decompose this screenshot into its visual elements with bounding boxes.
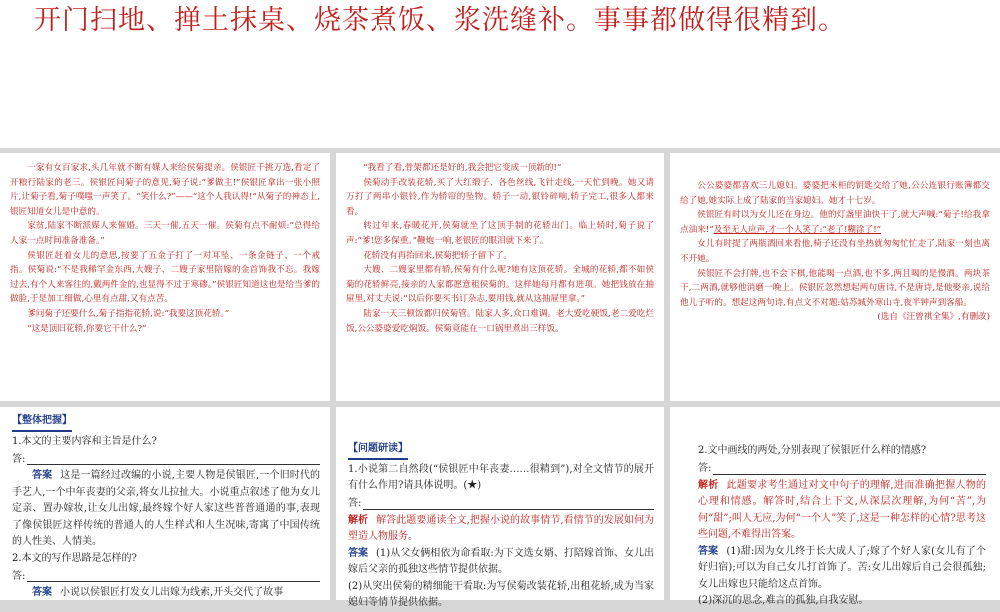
story-paragraph: 转过年来,春暖花开,侯菊就坐了这顶手制的花轿出门。临上轿时,菊子说了声:“爹!您多保重。”鞭炮一响,老银匠的眼泪就下来了。 [346,221,654,246]
answer-prompt: 答: [12,453,26,465]
answer-label: 答案 [348,547,369,559]
underlined-sentence: 及至无人应声,才一个人笑了:“老了!糊涂了!” [713,224,882,235]
answer-body: 小说以侯银匠打发女儿出嫁为线索,开头交代了故事 [60,587,284,598]
question-text: 2.本文的写作思路是怎样的? [12,552,137,564]
qa-panel-3 [670,407,1000,606]
answer-text: (2)从突出侯菊的精细能干看取:为写侯菊改装花轿,出租花轿,成为当家媳妇等情节提供依据。 [348,580,654,608]
story-text-1 [0,153,330,336]
story-panel-2 [336,153,664,401]
answer-label: 答案 [698,545,719,557]
answer-text [12,585,320,602]
story-paragraph: “我看了看,骨架都还是好的,我会把它变成一顶新的!” [363,163,562,173]
story-paragraph: 陆家一天三顿饭都归侯菊管。陆家人多,众口难调。老大爱吃硬饭,老二爱吃烂饭,公公婆婆爱吃焖饭。侯菊竟能在一口锅里煮出三样饭。 [346,308,654,334]
analysis-body: 此题要求考生通过对文中句子的理解,进而准确把握人物的心理和情感。解答时,结合上下文,从深层次理解,为何“苦”,为何“甜”;叫人无应,为何“一个人”笑了,这是一种怎样的心情?思考这些问题,不难得出答案。 [698,479,987,540]
question-text: 1.小说第二自然段(“侯银匠中年丧妻……很精到”),对全文情节的展开有什么作用?请具体说明。(★) [348,463,654,491]
answer-label: 答案 [32,587,52,598]
answer-text [348,546,654,579]
qa-panel-1 [0,407,330,600]
analysis-label: 解析 [348,514,369,526]
story-paragraph: 大嫂、二嫂家里都有轿,侯菊有什么呢?她有这顶花轿。全城的花轿,都不如侯菊的花轿鲜亮,接亲的人家都愿意租侯菊的。这样她每月都有进项。她把钱放在抽屉里,对丈夫说:“以后你要买书订杂志,要用钱,就从这抽屉里拿。” [346,265,654,305]
answer-line [348,495,654,513]
qa-content-2 [336,407,664,612]
question-text: 2.文中画线的两处,分别表现了侯银匠什么样的情感? [698,445,927,456]
qa-content-3 [670,407,1000,610]
story-paragraph: 侯银匠赶着女儿的意思,按要了五金子打了一对耳坠、一条金链子、一个戒指。侯菊说:“不是我稀罕金东西,大嫂子、二嫂子家里陪嫁的金首饰我不忘。我嫁过去,有个人来客往的,戴两件金的,也显得不过于寒碜。”侯银匠知道这也是给当爹的做脸,于是加工细做,心里有点甜,又有点苦。 [10,250,320,305]
answer-prompt: 答: [348,498,362,509]
story-panel-3 [670,153,1000,401]
answer-body: (1)从父女俩相依为命看取:为下文选女婿、打陪嫁首饰、女儿出嫁后父亲的孤独这些情节提供依据。 [348,547,654,575]
answer-body: (1)甜:因为女儿终于长大成人了;嫁了个好人家(女儿有了个好归宿);可以为自己女儿打首饰了。苦:女儿出嫁后自己会很孤独;女儿出嫁也只能给这点首饰。 [698,545,986,590]
qa-content-1 [0,407,330,602]
story-source: (选自《汪曾祺全集》,有删改) [877,312,990,323]
answer-text [698,544,986,594]
answer-prompt: 答: [12,570,26,582]
question-text: 1.本文的主要内容和主旨是什么? [12,435,157,447]
slide-title-text: 开门扫地、掸土抹桌、烧茶煮饭、浆洗缝补。事事都做得很精到。 [34,5,846,36]
answer-blank [27,567,320,582]
story-paragraph [680,208,990,237]
answer-text: (2)深沉的思念,难言的孤独,自我安慰。 [698,595,869,606]
answer-body: 这是一篇经过改编的小说,主要人物是侯银匠,一个旧时代的手艺人,一个中年丧妻的父亲,将女儿拉扯大。小说重点叙述了他为女儿定亲、置办嫁妆,让女儿出嫁,最终嫁个好人家这些普普通通的事,表现了像侯银匠这样传统的普通人的人生样式和人生况味,寄寓了中国传统的人性美、人情美。 [12,470,321,547]
story-paragraph: 女儿有时提了两瓶酒回来看他,椅子还没有坐热就匆匆忙忙走了,陆家一刻也离不开她。 [680,239,990,264]
answer-blank [713,460,986,475]
section-header: 【问题研读】 [348,441,408,460]
analysis-body: 解答此题要通读全文,把握小说的故事情节,看情节的发展如何为塑造人物服务。 [348,514,654,542]
answer-line [12,450,320,468]
story-text-3 [670,153,1000,325]
story-text-span: 侯银匠有时以为女儿还在身边。他的灯盏里油快干了,就大声喊:“菊子!给我拿点油来!” [680,210,990,235]
story-paragraph: 一家有女百家求,头几年就不断有媒人来给侯菊提亲。侯银匠千挑万选,看定了开粮行陆家的老三。侯银匠问菊子的意见,菊子说:“爹做主!”侯银匠拿出一张小照片,让菊子看,菊子噗嗤一声笑了。“笑什么?”——“这个人我认得!”从菊子的神态上,银匠知道女儿是中意的。 [10,163,320,217]
qa-panel-2 [336,407,664,608]
story-paragraph: 爹问菊子还要什么,菊子指指花轿,说:“我要这顶花轿。” [27,308,230,319]
story-paragraph: 侯菊动手改装花轿,买了大红缎子、各色丝线,飞针走线,一天忙到晚。她又请万打了两串小银铃,作为轿帘的坠物。轿子一动,银铃碎响,轿子完工,很多人都来看。 [346,177,654,217]
answer-text [12,468,320,551]
answer-line [12,567,320,585]
story-paragraph: 家贫,陆家不断派媒人来催婚。三天一催,五天一催。侯菊有点不耐烦:“总得给人家一点时间准备准备。” [10,221,320,246]
story-paragraph: 花轿没有再抬回来,侯菊把轿子留下了。 [363,250,513,261]
story-text-2 [336,153,664,336]
answer-prompt: 答: [698,463,712,474]
analysis-text [348,513,654,546]
analysis-label: 解析 [698,479,719,491]
story-paragraph: “这是顶旧花轿,你要它干什么?” [27,323,147,334]
answer-blank [27,450,320,465]
answer-line [698,460,986,478]
section-header-label: 整体把握 [22,415,62,426]
story-paragraph: 侯银匠不会打牌,也不会下棋,他能喝一点酒,也不多,两且喝的是慢酒。两块茶干,二两酒,就够他消磨一晚上。侯银匠忽然想起两句唐诗,不是唐诗,是他娶亲,说给他儿子听的。想起这两句诗,有点文不对题:姑苏城外寒山寺,夜半钟声到客船。 [680,268,990,308]
story-paragraph: 公公婆婆都喜欢三儿媳妇。婆婆把米柜的钥匙交给了她,公公连银行账簿都交给了她,她实际上成了陆家的当家媳妇。她才十七岁。 [680,181,990,206]
section-header: 【整体把握】 [12,413,72,432]
slide-title-area [0,0,1000,148]
answer-blank [363,495,654,510]
section-header-label: 问题研读 [358,443,398,454]
answer-label: 答案 [32,470,53,481]
story-panel-1 [0,153,330,401]
analysis-text [698,478,986,544]
